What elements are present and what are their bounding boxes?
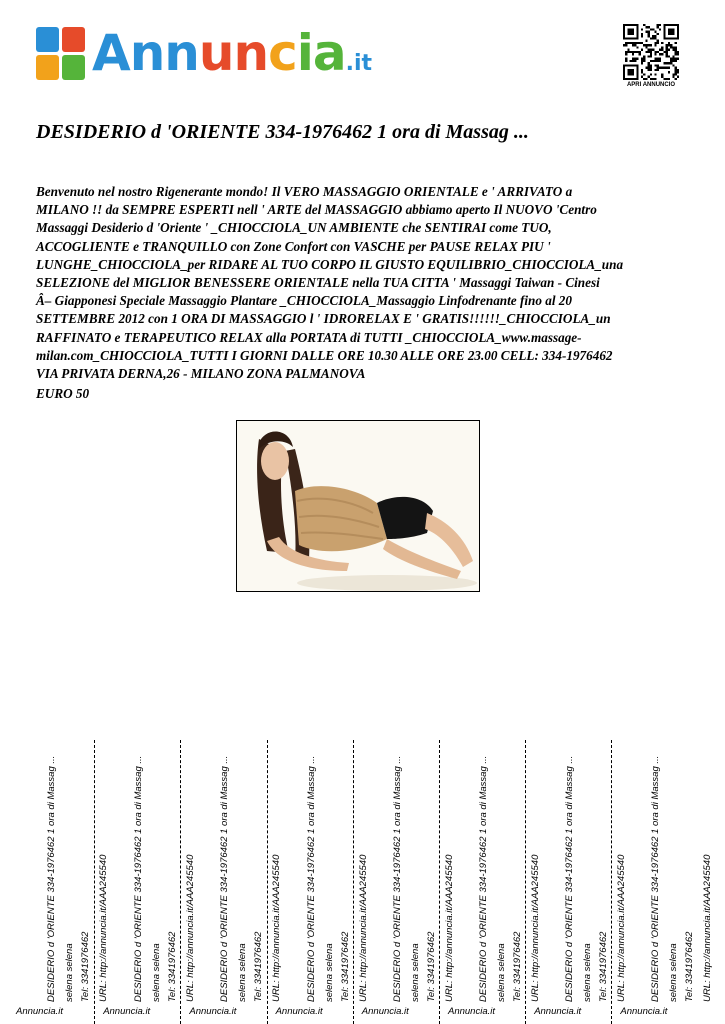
strip-url: URL: http://annuncia.it/AAA245540 bbox=[357, 854, 369, 1002]
strip-title: DESIDERIO d 'ORIENTE 334-1976462 1 ora di Massag ... bbox=[219, 755, 231, 1002]
strip-footer: Annuncia.it bbox=[448, 1006, 496, 1017]
logo-part-un: un bbox=[198, 24, 269, 82]
woman-photo-icon bbox=[237, 421, 479, 591]
logo-part-c: c bbox=[268, 24, 297, 82]
strip-contact: selena selena bbox=[668, 943, 680, 1002]
logo-part-nn: nn bbox=[129, 24, 199, 82]
ad-price: EURO 50 bbox=[36, 386, 90, 401]
strip-url: URL: http://annuncia.it/AAA245540 bbox=[271, 854, 283, 1002]
strip-title: DESIDERIO d 'ORIENTE 334-1976462 1 ora di Massag ... bbox=[46, 755, 57, 1002]
tear-strip-5[interactable] bbox=[353, 740, 455, 1024]
strip-url: URL: http://annuncia.it/AAA245540 bbox=[185, 854, 197, 1002]
strip-tel: Tel: 3341976462 bbox=[598, 931, 610, 1002]
strip-tel: Tel: 3341976462 bbox=[253, 931, 265, 1002]
tear-strip-6[interactable] bbox=[439, 740, 541, 1024]
qr-code-block[interactable] bbox=[620, 24, 682, 94]
strip-contact: selena selena bbox=[496, 943, 507, 1002]
strip-contact: selena selena bbox=[64, 943, 75, 1002]
tear-strip-3[interactable] bbox=[180, 740, 283, 1024]
annuncia-logo[interactable] bbox=[36, 25, 376, 85]
strip-title: DESIDERIO d 'ORIENTE 334-1976462 1 ora di Massag ... bbox=[391, 755, 403, 1002]
strip-url: URL: http://annuncia.it/AAA245540 bbox=[616, 854, 628, 1002]
strip-footer: Annuncia.it bbox=[620, 1006, 668, 1017]
tear-strip-8[interactable] bbox=[611, 740, 714, 1024]
strip-footer: Annuncia.it bbox=[103, 1006, 151, 1017]
strip-tel: Tel: 3341976462 bbox=[684, 931, 696, 1002]
strip-title: DESIDERIO d 'ORIENTE 334-1976462 1 ora di Massag ... bbox=[564, 755, 576, 1002]
strip-title: DESIDERIO d 'ORIENTE 334-1976462 1 ora di Massag ... bbox=[478, 755, 489, 1002]
strip-footer: Annuncia.it bbox=[16, 1006, 64, 1017]
strip-contact: selena selena bbox=[582, 943, 594, 1002]
tear-strip-2[interactable] bbox=[94, 740, 197, 1024]
strip-contact: selena selena bbox=[237, 943, 249, 1002]
strip-url: URL: http://annuncia.it/AAA245540 bbox=[443, 854, 455, 1002]
qr-caption: APRI ANNUNCIO bbox=[626, 82, 676, 88]
strip-url: URL: http://annuncia.it/AAA245540 bbox=[530, 854, 541, 1002]
strip-footer: Annuncia.it bbox=[189, 1006, 237, 1017]
strip-tel: Tel: 3341976462 bbox=[512, 931, 523, 1002]
strip-url: URL: http://annuncia.it/AAA245540 bbox=[98, 854, 109, 1002]
tear-strip-4[interactable] bbox=[267, 740, 369, 1024]
strip-contact: selena selena bbox=[323, 943, 335, 1002]
logo-part-ia: ia bbox=[296, 24, 346, 82]
strip-footer: Annuncia.it bbox=[534, 1006, 582, 1017]
strip-url: URL: http://annuncia.it/AAA245540 bbox=[702, 854, 714, 1002]
tear-strip-7[interactable] bbox=[525, 740, 628, 1024]
logo-squares-icon bbox=[36, 27, 86, 81]
strip-contact: selena selena bbox=[151, 943, 163, 1002]
ad-title: DESIDERIO d 'ORIENTE 334-1976462 1 ora di Massag ... bbox=[36, 121, 529, 143]
strip-tel: Tel: 3341976462 bbox=[167, 931, 179, 1002]
strip-footer: Annuncia.it bbox=[275, 1006, 323, 1017]
strip-tel: Tel: 3341976462 bbox=[425, 931, 437, 1002]
strip-tel: Tel: 3341976462 bbox=[339, 931, 351, 1002]
tear-strip-1[interactable] bbox=[8, 740, 109, 1024]
strip-title: DESIDERIO d 'ORIENTE 334-1976462 1 ora di Massag ... bbox=[650, 755, 662, 1002]
strip-title: DESIDERIO d 'ORIENTE 334-1976462 1 ora di Massag ... bbox=[305, 755, 317, 1002]
strip-contact: selena selena bbox=[409, 943, 421, 1002]
strip-footer: Annuncia.it bbox=[361, 1006, 409, 1017]
qr-code-icon bbox=[623, 24, 679, 80]
logo-wordmark bbox=[92, 23, 372, 94]
ad-description: Benvenuto nel nostro Rigenerante mondo! Il VERO MASSAGGIO ORIENTALE e ' ARRIVATO a MILANO !! da SEMPRE ESPERTI nell ' ARTE del MASSAGGIO abbiamo aperto Il NUOVO 'Centro Massaggi Desiderio d 'Oriente ' _CHIOCCIOLA_UN AMBIENTE che SENTIRAI come TUO, ACCOGLIENTE e TRANQUILLO con Zone Confort con VASCHE per PAUSE RELAX PIU ' LUNGHE_CHIOCCIOLA_per RIDARE AL TUO CORPO IL GIUSTO EQUILIBRIO_CHIOCCIOLA_una SELEZIONE del MIGLIOR BENESSERE ORIENTALE nella TUA CITTA ' Massaggi Taiwan - Cinesi Â– Giapponesi Speciale Massaggio Plantare _CHIOCCIOLA_Massaggio Linfodrenante fino al 20 SETTEMBRE 2012 con 1 ORA DI MASSAGGIO l ' IDRORELAX E ' GRATIS!!!!!!_CHIOCCIOLA_un RAFFINATO e TERAPEUTICO RELAX alla PORTATA di TUTTI _CHIOCCIOLA_www.massage- milan.com_CHIOCCIOLA_TUTTI I GIORNI DALLE ORE 10.30 ALLE ORE 23.00 CELL: 334-1976462 VIA PRIVATA DERNA,26 - MILANO ZONA PALMANOVA bbox=[36, 184, 624, 382]
strip-tel: Tel: 3341976462 bbox=[80, 931, 91, 1002]
ad-photo bbox=[236, 420, 480, 592]
logo-part-a: A bbox=[92, 24, 130, 82]
logo-tld: .it bbox=[345, 51, 373, 76]
strip-title: DESIDERIO d 'ORIENTE 334-1976462 1 ora di Massag ... bbox=[133, 755, 145, 1002]
